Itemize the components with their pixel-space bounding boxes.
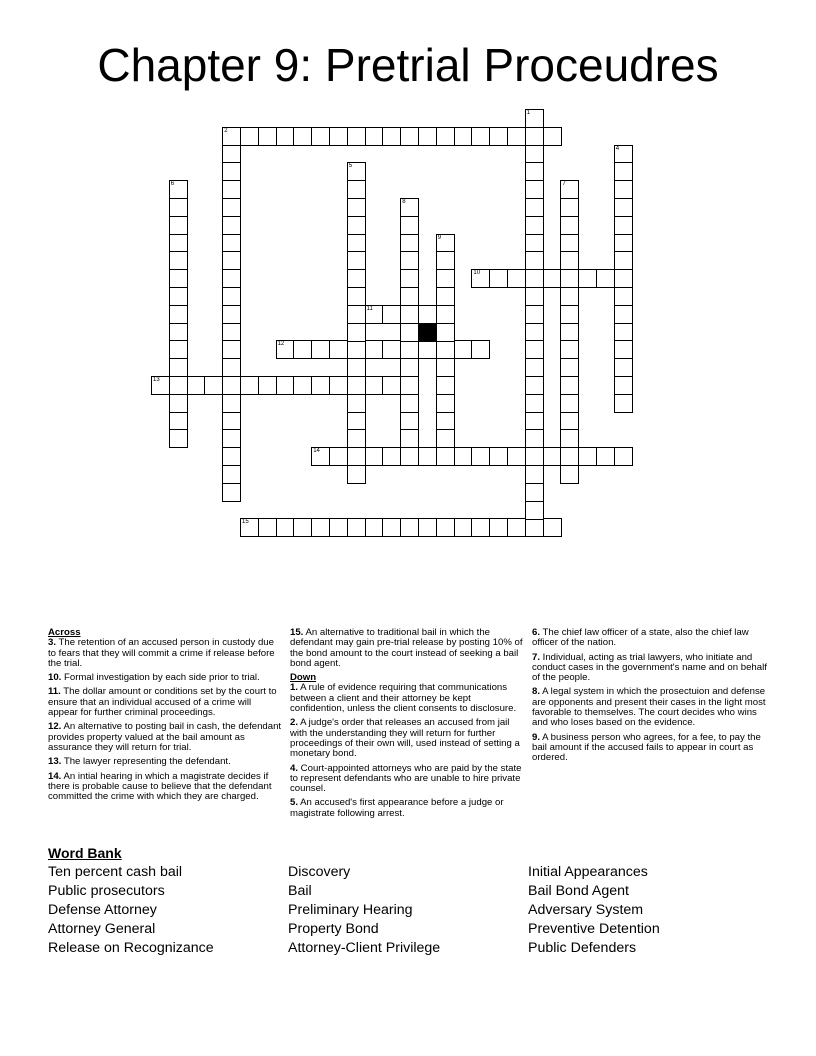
grid-cell[interactable] [471,269,490,288]
grid-cell[interactable] [222,198,241,217]
grid-cell[interactable] [543,518,562,537]
grid-cell[interactable] [471,447,490,466]
grid-cell[interactable] [400,251,419,270]
grid-cell[interactable] [400,394,419,413]
grid-cell[interactable] [525,518,544,537]
grid-cell[interactable] [169,234,188,253]
grid-cell[interactable] [436,358,455,377]
grid-cell[interactable] [525,483,544,502]
grid-cell[interactable] [436,305,455,324]
grid-cell[interactable] [560,305,579,324]
grid-cell[interactable] [347,465,366,484]
clue-number: 7 [562,181,566,188]
grid-cell[interactable] [596,447,615,466]
word-bank-item: Initial Appearances [528,864,648,880]
grid-cell[interactable] [489,127,508,146]
word-bank-item: Bail [288,883,312,899]
grid-cell[interactable] [400,340,419,359]
grid-cell[interactable] [614,162,633,181]
grid-cell[interactable] [525,323,544,342]
grid-cell[interactable] [222,376,241,395]
grid-cell[interactable] [293,518,312,537]
grid-cell[interactable] [560,447,579,466]
grid-cell[interactable] [169,376,188,395]
grid-cell[interactable] [614,394,633,413]
grid-cell[interactable] [614,447,633,466]
grid-cell[interactable] [311,127,330,146]
grid-cell[interactable] [222,358,241,377]
grid-cell[interactable] [329,376,348,395]
grid-cell[interactable] [329,518,348,537]
clue-number: 11 [366,305,373,312]
grid-cell[interactable] [222,127,241,146]
grid-cell[interactable] [614,180,633,199]
grid-cell[interactable] [382,127,401,146]
clue-number: 5 [348,163,353,170]
word-bank-column-3 [528,863,660,958]
grid-cell[interactable] [276,376,295,395]
grid-cell[interactable] [543,447,562,466]
grid-cell[interactable] [614,376,633,395]
grid-cell[interactable] [400,412,419,431]
clue-number: 12 [277,341,285,348]
grid-cell[interactable] [614,234,633,253]
grid-cell[interactable] [365,340,384,359]
grid-cell[interactable] [614,198,633,217]
grid-cell[interactable] [418,447,437,466]
grid-cell[interactable] [347,234,366,253]
down-clue: 7. Individual, acting as trial lawyers, who initiate and conduct cases in the government's name and on behalf of the people. [532,651,767,684]
grid-cell[interactable] [365,518,384,537]
word-bank-column-1 [48,863,214,958]
grid-cell[interactable] [525,269,544,288]
word-bank-column-2 [288,863,440,958]
grid-cell[interactable] [436,127,455,146]
grid-cell[interactable] [347,358,366,377]
across-clue: 3. The retention of an accused person in custody due to fears that they will commit a crime if release before the trial. [48,637,275,669]
grid-cell[interactable] [347,376,366,395]
grid-cell[interactable] [400,447,419,466]
grid-cell[interactable] [347,340,366,359]
grid-cell[interactable] [436,251,455,270]
grid-cell[interactable] [222,234,241,253]
grid-cell[interactable] [471,518,490,537]
grid-cell[interactable] [525,501,544,520]
grid-cell[interactable] [400,358,419,377]
across-clue: 12. An alternative to posting bail in cash, the defendant provides property valued at the bail amount as assurance they will return for trial. [48,721,282,753]
grid-cell[interactable] [560,340,579,359]
grid-cell[interactable] [347,180,366,199]
across-clue: 14. An intial hearing in which a magistrate decides if there is probable cause to believe that the defendant committed the crime with which they are charged. [48,770,272,803]
down-clue: 6. The chief law officer of a state, also the chief law officer of the nation. [532,627,749,649]
grid-cell[interactable] [400,216,419,235]
down-clue: 5. An accused's first appearance before a judge or magistrate following arrest. [290,797,504,819]
grid-cell[interactable] [347,394,366,413]
grid-cell[interactable] [560,216,579,235]
grid-cell[interactable] [169,198,188,217]
grid-cell[interactable] [578,447,597,466]
grid-cell[interactable] [382,340,401,359]
grid-cell[interactable] [560,180,579,199]
grid-cell[interactable] [614,216,633,235]
grid-cell[interactable] [560,358,579,377]
word-bank-item: Public prosecutors [48,883,165,899]
word-bank-item: Ten percent cash bail [48,864,183,880]
grid-cell[interactable] [525,376,544,395]
grid-cell[interactable] [525,305,544,324]
grid-cell[interactable] [560,394,579,413]
grid-cell[interactable] [400,323,419,342]
grid-cell[interactable] [489,447,508,466]
grid-cell[interactable] [560,251,579,270]
clue-number: 8 [402,199,406,205]
grid-cell[interactable] [222,216,241,235]
down-heading: Down [290,672,317,684]
word-bank-item: Attorney-Client Privilege [288,940,441,956]
grid-cell[interactable] [525,465,544,484]
word-bank-item: Bail Bond Agent [528,883,629,899]
grid-cell[interactable] [525,145,544,164]
grid-cell[interactable] [347,162,366,181]
grid-cell[interactable] [560,429,579,448]
grid-cell[interactable] [614,340,633,359]
grid-cell[interactable] [169,305,188,324]
grid-cell[interactable] [436,447,455,466]
grid-cell[interactable] [382,518,401,537]
grid-cell[interactable] [347,216,366,235]
grid-cell[interactable] [382,447,401,466]
grid-cell[interactable] [525,429,544,448]
grid-cell[interactable] [222,429,241,448]
grid-cell[interactable] [418,305,437,324]
grid-cell[interactable] [525,394,544,413]
grid-cell[interactable] [347,447,366,466]
grid-cell[interactable] [222,162,241,181]
grid-cell[interactable] [311,518,330,537]
grid-cell[interactable] [400,305,419,324]
grid-cell[interactable] [347,251,366,270]
grid-cell[interactable] [525,162,544,181]
across-clue: 15. An alternative to traditional bail in which the defendant may gain pre-trial release by posting 10% of the bond amount to the court instead of seeking a bail bond agent. [290,627,523,669]
grid-cell[interactable] [222,180,241,199]
grid-cell[interactable] [578,269,597,288]
grid-cell[interactable] [471,127,490,146]
grid-cell[interactable] [489,518,508,537]
grid-cell[interactable] [525,234,544,253]
across-clue: 10. Formal investigation by each side prior to trial. [48,672,260,684]
word-bank-item: Discovery [288,864,351,880]
grid-cell[interactable] [507,447,526,466]
grid-cell[interactable] [507,127,526,146]
grid-cell[interactable] [543,269,562,288]
word-bank-item: Public Defenders [528,940,637,956]
grid-cell[interactable] [204,376,223,395]
grid-cell[interactable] [436,412,455,431]
grid-cell[interactable] [525,287,544,306]
grid-cell[interactable] [276,518,295,537]
grid-cell[interactable] [169,251,188,270]
down-clue: 2. A judge's order that releases an accused from jail with the understanding they will return for further proceedings of their own will, used instead of setting a monetary bond. [290,717,520,760]
grid-cell[interactable] [293,376,312,395]
grid-cell[interactable] [596,269,615,288]
grid-cell[interactable] [222,145,241,164]
grid-cell[interactable] [436,518,455,537]
grid-cell[interactable] [400,429,419,448]
down-clue: 8. A legal system in which the prosectuion and defense are opponents and present their cases in the light most favorable to themselves. The court decides who wins and who loses based on the evidence. [532,686,766,729]
grid-cell[interactable] [293,340,312,359]
grid-cell[interactable] [560,198,579,217]
grid-cell[interactable] [418,518,437,537]
word-bank-item: Preventive Detention [528,921,660,937]
grid-cell[interactable] [418,340,437,359]
grid-cell[interactable] [311,447,330,466]
grid-cell[interactable] [525,180,544,199]
grid-cell[interactable] [347,269,366,288]
grid-cell[interactable] [222,340,241,359]
grid-cell[interactable] [222,394,241,413]
grid-cell[interactable] [169,323,188,342]
grid-cell[interactable] [614,287,633,306]
clue-number: 4 [615,145,620,152]
grid-cell[interactable] [365,127,384,146]
grid-cell[interactable] [560,269,579,288]
grid-cell[interactable] [400,198,419,217]
word-bank-item: Property Bond [288,921,379,937]
word-bank-item: Defense Attorney [48,902,157,918]
grid-cell[interactable] [311,340,330,359]
grid-cell[interactable] [329,127,348,146]
grid-cell[interactable] [400,518,419,537]
across-clue: 11. The dollar amount or conditions set by the court to ensure that an individual accused of a crime will appear for further criminal proceedings. [48,686,277,719]
grid-cell[interactable] [543,127,562,146]
grid-cell[interactable] [347,305,366,324]
grid-cell[interactable] [240,127,259,146]
grid-cell[interactable] [240,518,259,537]
grid-cell[interactable] [560,287,579,306]
grid-cell[interactable] [454,518,473,537]
grid-cell[interactable] [436,287,455,306]
grid-cell[interactable] [560,323,579,342]
grid-cell[interactable] [347,127,366,146]
grid-cell[interactable] [614,323,633,342]
grid-cell[interactable] [347,287,366,306]
clue-number: 10 [473,270,481,277]
grid-cell[interactable] [400,234,419,253]
grid-cell[interactable] [169,429,188,448]
grid-cell[interactable] [418,127,437,146]
grid-cell[interactable] [454,447,473,466]
clues-column-3 [532,628,768,768]
grid-cell[interactable] [169,340,188,359]
grid-cell[interactable] [276,127,295,146]
grid-cell[interactable] [347,198,366,217]
grid-cell[interactable] [436,269,455,288]
grid-cell[interactable] [489,269,508,288]
grid-cell[interactable] [400,376,419,395]
clue-number: 1 [526,110,531,116]
grid-cell[interactable] [614,305,633,324]
grid-cell[interactable] [525,340,544,359]
grid-cell[interactable] [365,447,384,466]
clues-column-1 [48,628,282,806]
grid-cell[interactable] [258,127,277,146]
grid-cell[interactable] [614,251,633,270]
clue-number: 13 [153,377,160,383]
grid-cell[interactable] [365,376,384,395]
black-cell [418,323,437,342]
grid-cell[interactable] [151,376,170,395]
grid-cell[interactable] [436,429,455,448]
grid-cell[interactable] [240,376,259,395]
clues-column-2 [290,628,524,823]
grid-cell[interactable] [169,412,188,431]
grid-cell[interactable] [400,287,419,306]
clue-number: 9 [437,234,442,241]
grid-cell[interactable] [329,340,348,359]
grid-cell[interactable] [329,447,348,466]
grid-cell[interactable] [169,287,188,306]
grid-cell[interactable] [525,251,544,270]
grid-cell[interactable] [258,376,277,395]
across-clue: 13. The lawyer representing the defendant. [48,756,231,768]
grid-cell[interactable] [258,518,277,537]
grid-cell[interactable] [471,340,490,359]
grid-cell[interactable] [454,127,473,146]
grid-cell[interactable] [187,376,206,395]
grid-cell[interactable] [222,465,241,484]
word-bank-item: Adversary System [528,902,644,918]
grid-cell[interactable] [560,376,579,395]
grid-cell[interactable] [436,234,455,253]
grid-cell[interactable] [382,376,401,395]
grid-cell[interactable] [525,358,544,377]
grid-cell[interactable] [560,234,579,253]
clue-number: 14 [313,448,320,455]
grid-cell[interactable] [347,429,366,448]
word-bank-title: Word Bank [48,845,122,861]
grid-cell[interactable] [525,198,544,217]
grid-cell[interactable] [293,127,312,146]
down-clue: 1. A rule of evidence requiring that communications between a client and their attorney be kept confidention, unless the client consents to disclosure. [290,682,517,715]
grid-cell[interactable] [614,145,633,164]
grid-cell[interactable] [525,109,544,128]
grid-cell[interactable] [222,251,241,270]
grid-cell[interactable] [400,127,419,146]
grid-cell[interactable] [222,412,241,431]
word-bank-item: Attorney General [48,921,156,937]
grid-cell[interactable] [347,323,366,342]
grid-cell[interactable] [169,216,188,235]
grid-cell[interactable] [222,269,241,288]
grid-cell[interactable] [222,483,241,502]
grid-cell[interactable] [436,340,455,359]
grid-cell[interactable] [614,358,633,377]
grid-cell[interactable] [169,394,188,413]
grid-cell[interactable] [454,340,473,359]
grid-cell[interactable] [169,269,188,288]
across-heading: Across [48,627,81,638]
grid-cell[interactable] [311,376,330,395]
grid-cell[interactable] [507,518,526,537]
word-bank-item: Release on Recognizance [48,940,214,956]
grid-cell[interactable] [222,305,241,324]
grid-cell[interactable] [222,323,241,342]
clue-number: 2 [224,127,228,134]
grid-cell[interactable] [400,269,419,288]
grid-cell[interactable] [436,394,455,413]
grid-cell[interactable] [169,358,188,377]
grid-cell[interactable] [436,376,455,395]
grid-cell[interactable] [560,412,579,431]
word-bank-item: Preliminary Hearing [288,902,413,918]
grid-cell[interactable] [525,127,544,146]
grid-cell[interactable] [222,287,241,306]
down-clue: 9. A business person who agrees, for a fee, to pay the bail amount if the accused fails to appear in court as ordered. [532,731,761,764]
grid-cell[interactable] [347,518,366,537]
clue-number: 6 [170,181,175,188]
down-clue: 4. Court-appointed attorneys who are paid by the state to represent defendants who are unable to hire private counsel. [290,762,522,795]
grid-cell[interactable] [222,447,241,466]
grid-cell[interactable] [525,216,544,235]
grid-cell[interactable] [525,447,544,466]
grid-cell[interactable] [436,323,455,342]
grid-cell[interactable] [525,412,544,431]
grid-cell[interactable] [382,305,401,324]
grid-cell[interactable] [365,305,384,324]
grid-cell[interactable] [347,412,366,431]
grid-cell[interactable] [507,269,526,288]
grid-cell[interactable] [614,269,633,288]
clue-number: 15 [242,519,249,526]
grid-cell[interactable] [276,340,295,359]
grid-cell[interactable] [169,180,188,199]
grid-cell[interactable] [560,465,579,484]
page-title: Chapter 9: Pretrial Proceudres [97,39,719,91]
